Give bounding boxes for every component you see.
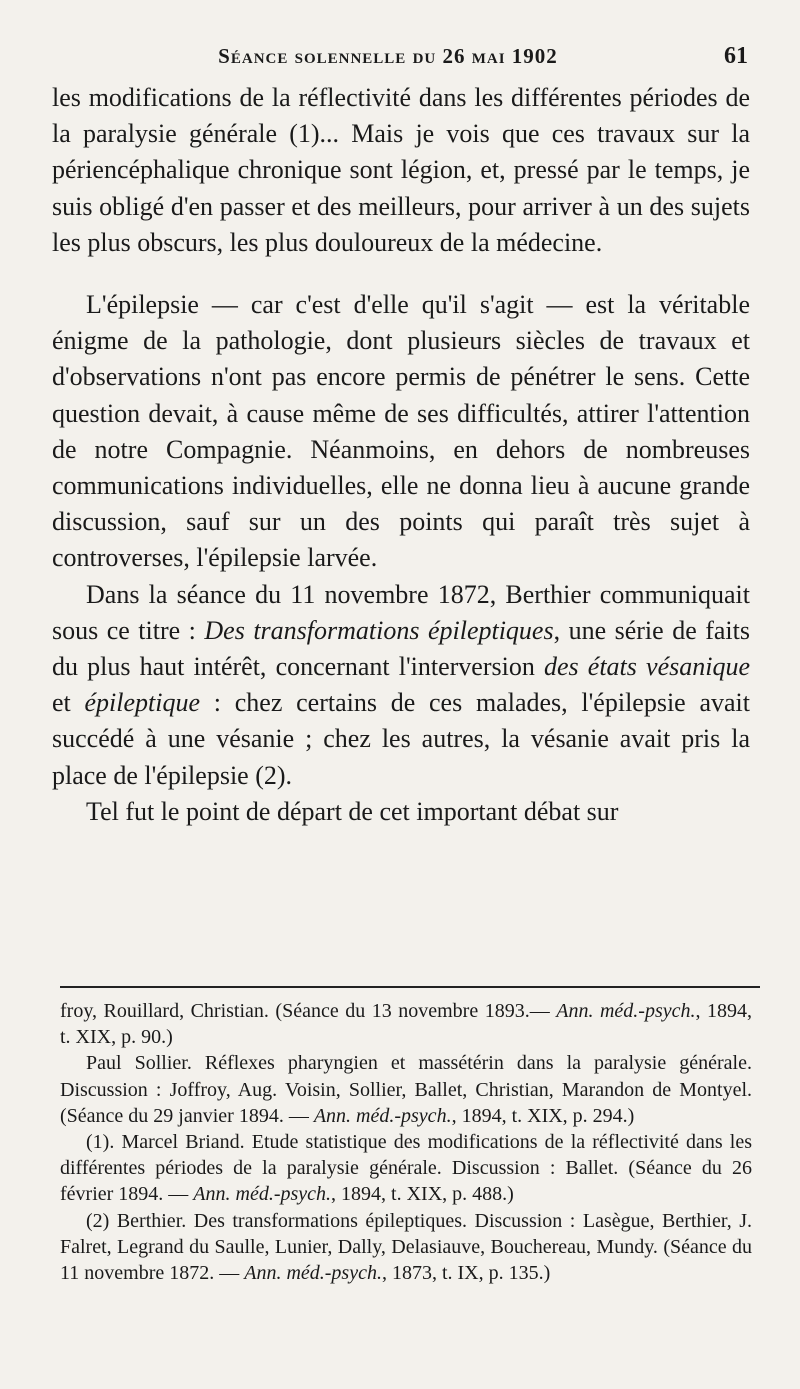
running-head: Séance solennelle du 26 mai 1902 <box>218 43 558 68</box>
footnote-3-text-b: , 1873, t. IX, p. 135.) <box>381 1262 551 1285</box>
footnote-continued <box>60 998 752 1050</box>
footnotes <box>60 998 752 1286</box>
page-number: 61 <box>724 42 748 69</box>
footnote-2 <box>60 1208 752 1287</box>
paragraph-3-text-a: Dans la séance du 11 novembre 1872, Berthier communiquait sous ce titre : <box>52 579 750 645</box>
footnote-0-journal: Ann. méd.-psych. <box>556 1000 696 1022</box>
footnote-1 <box>60 1129 752 1208</box>
paragraph-2: L'épilepsie — car c'est d'elle qu'il s'agit — est la véritable énigme de la pathologie, dont plusieurs siècles de travaux et d'observations n'ont pas encore permis de pénétrer le sens. Cette question devait, à cause même de ses difficultés, attirer l'attention de notre Compagnie. Néanmoins, en dehors de nombreuses communications individuelles, elle ne donna lieu à aucune grande discussion, sauf sur un des points qui paraît très sujet à controverses, l'épilepsie larvée. <box>52 290 750 573</box>
paragraph-3-text-b: , une série de faits du plus haut intérêt, concernant l'interversion <box>52 615 750 682</box>
footnote-2-text-b: , 1894, t. XIX, p. 488.) <box>331 1183 514 1206</box>
paragraph-1: les modifications de la réflectivité dans les différentes périodes de la paralysie générale (1)... Mais je vois que ces travaux sur la périencéphalique chronique sont légion, et, pressé par le temps, je suis obligé d'en passer et des meilleurs, pour arriver à un des sujets les plus obscurs, les plus douloureux de la médecine. <box>52 83 750 257</box>
footnote-2-text-a: (1). Marcel Briand. Etude statistique des modifications de la réflectivité dans les différentes périodes de la paralysie générale. Discussion : Ballet. (Séance du 26 février 1894. — <box>60 1131 752 1206</box>
footnote-3-text-a: (2) Berthier. Des transformations épileptiques. Discussion : Lasègue, Berthier, J. Falret, Legrand du Saulle, Lunier, Dally, Delasiauve, Bouchereau, Mundy. (Séance du 11 novembre 1872. — <box>60 1209 752 1285</box>
page-header <box>52 36 748 76</box>
main-text <box>52 80 750 830</box>
paragraph-4: Tel fut le point de départ de cet important débat sur <box>86 796 619 826</box>
footnote-0-text-b: , 1894, t. XIX, p. 90.) <box>60 1000 753 1049</box>
paragraph-3-text-c: et <box>52 688 85 718</box>
paragraph-3-italic-vesanique: des états vésanique <box>543 652 750 682</box>
footnote-1-journal: Ann. méd.-psych. <box>313 1104 452 1127</box>
paragraph-3 <box>52 577 750 794</box>
footnote-3-journal: Ann. méd.-psych. <box>244 1262 382 1285</box>
paragraph-3-text-d: : chez certains de ces malades, l'épilepsie avait succédé à une vésanie ; chez les autres, la vésanie avait pris la place de l'épilepsie (2). <box>52 688 750 790</box>
footnote-1-text-a: Paul Sollier. Réflexes pharyngien et massétérin dans la paralysie générale. Discussion : Joffroy, Aug. Voisin, Sollier, Ballet, Christian, Marandon de Montyel. (Séance du 29 janvier 1894. — <box>60 1052 752 1127</box>
paragraph-3-title-italic: Des transformations épileptiques <box>204 615 554 645</box>
footnote-rule <box>60 986 760 988</box>
footnote-1-text-b: , 1894, t. XIX, p. 294.) <box>451 1104 635 1127</box>
footnote-2-journal: Ann. méd.-psych. <box>193 1183 332 1206</box>
footnote-0-text-a: froy, Rouillard, Christian. (Séance du 13 novembre 1893.— <box>60 1000 557 1022</box>
footnote-sollier <box>60 1050 752 1129</box>
paragraph-3-italic-epileptique: épileptique <box>84 688 201 718</box>
